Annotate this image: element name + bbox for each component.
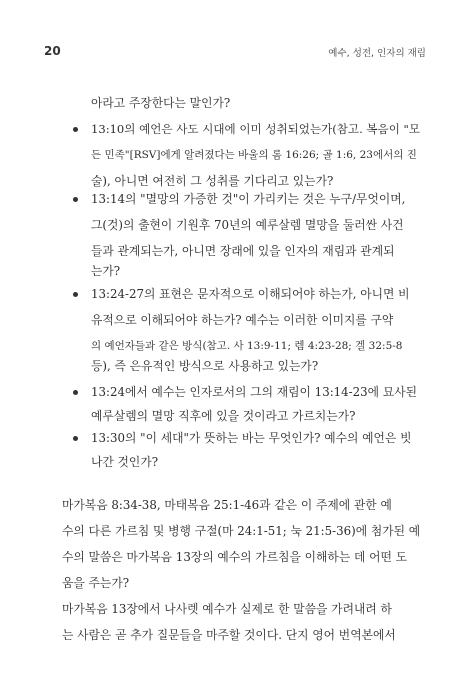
bullet-1-line-1: 13:10의 예언은 사도 시대에 이미 성취되었는가(참고. 복음이 "모 <box>91 122 421 136</box>
bullet-marker <box>73 127 78 132</box>
bullet-3-line-1: 13:24-27의 표현은 문자적으로 이해되어야 하는가, 아니면 비 <box>91 287 410 301</box>
bullet-4-line-2: 예루살렘의 멸망 직후에 있을 것이라고 가르치는가? <box>91 409 356 423</box>
paragraph-1-line-4: 움을 주는가? <box>62 576 130 590</box>
bullet-2-line-4: 는가? <box>91 264 121 278</box>
paragraph-1-line-3: 수의 말씀은 마가복음 13장의 예수의 가르침을 이해하는 데 어떤 도 <box>62 550 408 564</box>
paragraph-1-line-2: 수의 다른 가르침 및 병행 구절(마 24:1-51; 눅 21:5-36)에 첨가된 예 <box>62 524 421 538</box>
paragraph-1-line-1: 마가복음 8:34-38, 마태복음 25:1-46과 같은 이 주제에 관한 예 <box>62 498 392 512</box>
paragraph-2-line-2: 는 사람은 곧 추가 질문들을 마주할 것이다. 단지 영어 번역본에서 <box>62 628 396 642</box>
bullet-5-line-1: 13:30의 "이 세대"가 뜻하는 바는 무엇인가? 예수의 예언은 빗 <box>91 431 412 445</box>
bullet-4-line-1: 13:24에서 예수는 인자로서의 그의 재림이 13:14-23에 묘사된 <box>91 385 418 399</box>
bullet-marker <box>73 436 78 441</box>
bullet-1-line-2: 든 민족"[RSV]에게 알려졌다는 바울의 롬 16:26; 골 1:6, 23에서의 진 <box>91 149 417 161</box>
bullet-marker <box>73 390 78 395</box>
bullet-2-line-3: 들과 관계되는가, 아니면 장래에 있을 인자의 재림과 관계되 <box>91 244 395 258</box>
intro-line: 아라고 주장한다는 말인가? <box>91 96 231 110</box>
paragraph-2-line-1: 마가복음 13장에서 나사렛 예수가 실제로 한 말씀을 가려내려 하 <box>62 602 392 616</box>
bullet-3-line-2: 유적으로 이해되어야 하는가? 예수는 이러한 이미지를 구약 <box>91 313 394 327</box>
bullet-5-line-2: 나간 것인가? <box>91 455 159 469</box>
bullet-3-line-3: 의 예언자들과 같은 방식(참고. 사 13:9-11; 렘 4:23-28; 겔 32:5-8 <box>91 340 403 352</box>
bullet-marker <box>73 292 78 297</box>
page-number: 20 <box>44 44 61 58</box>
bullet-1-line-3: 술), 아니면 여전히 그 성취를 기다리고 있는가? <box>91 174 334 188</box>
page-header <box>0 0 470 70</box>
bullet-3-line-4: 등), 즉 은유적인 방식으로 사용하고 있는가? <box>91 359 319 373</box>
bullet-2-line-1: 13:14의 "멸망의 가증한 것"이 가리키는 것은 누구/무엇이며, <box>91 192 406 206</box>
bullet-marker <box>73 197 78 202</box>
running-title: 예수, 성전, 인자의 재림 <box>328 48 426 59</box>
bullet-2-line-2: 그(것)의 출현이 기원후 70년의 예루살렘 멸망을 둘러싼 사건 <box>91 218 404 232</box>
